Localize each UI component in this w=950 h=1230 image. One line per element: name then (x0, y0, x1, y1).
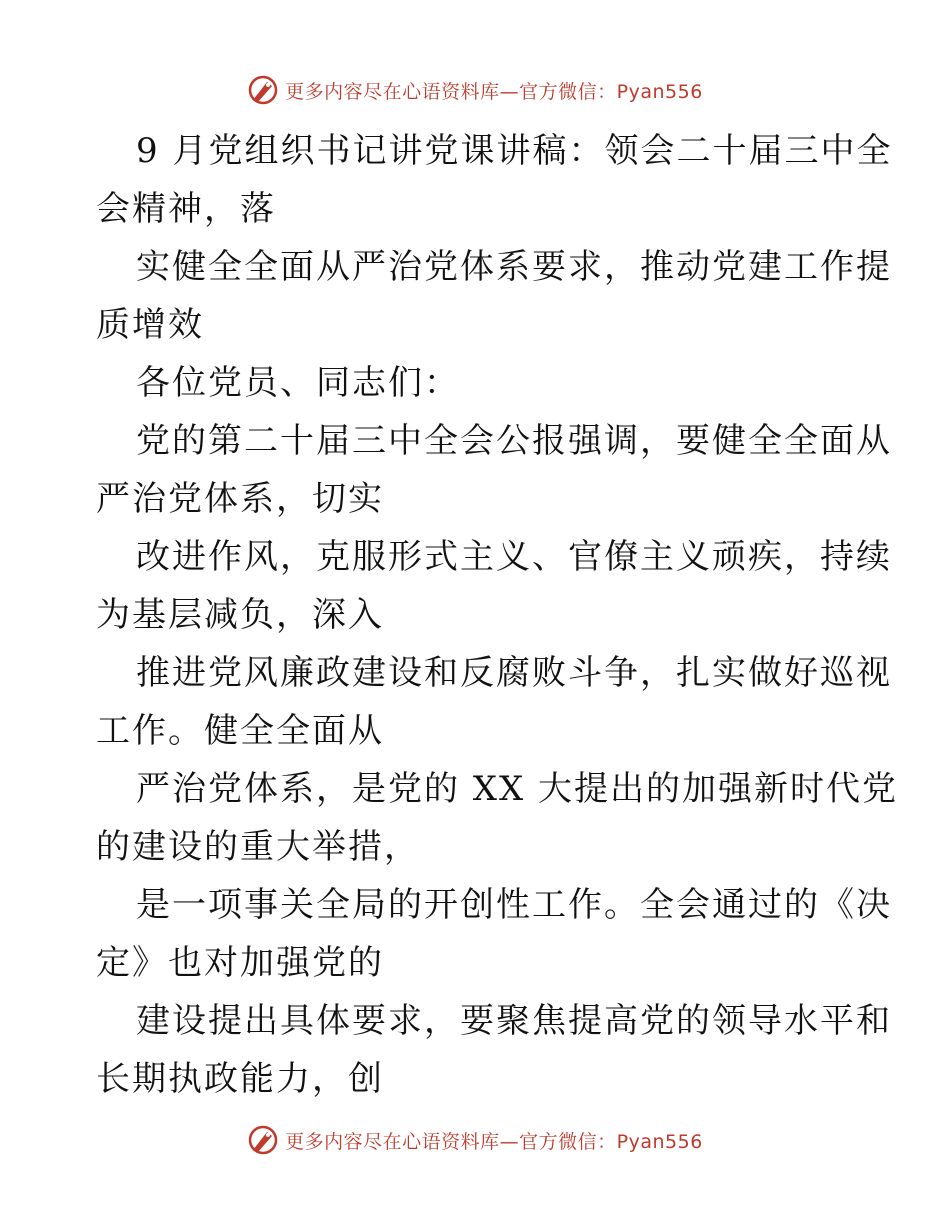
title-line-3: 实健全全面从严治党体系要求，推动党建工作提 (136, 247, 892, 287)
title-line-2: 会精神，落 (96, 189, 276, 229)
watermark-text: 更多内容尽在心语资料库—官方微信：Pyan556 (285, 1130, 703, 1153)
document-body (96, 122, 899, 1108)
paragraph-line: 工作。健全全面从 (96, 711, 384, 751)
paragraph-line: 严治党体系，是党的 XX 大提出的加强新时代党 (136, 769, 899, 809)
paragraph-line: 严治党体系，切实 (96, 479, 384, 519)
header-watermark (0, 70, 950, 110)
salutation: 各位党员、同志们： (136, 363, 460, 403)
watermark-text: 更多内容尽在心语资料库—官方微信：Pyan556 (285, 80, 703, 103)
paragraph-line: 建设提出具体要求，要聚焦提高党的领导水平和 (136, 1001, 892, 1041)
title-line-4: 质增效 (96, 305, 204, 345)
paragraph-line: 长期执政能力，创 (96, 1059, 384, 1099)
paragraph-line: 是一项事关全局的开创性工作。全会通过的《决 (136, 885, 892, 925)
paragraph-line: 改进作风，克服形式主义、官僚主义顽疾，持续 (136, 537, 892, 577)
paragraph-line: 的建设的重大举措， (96, 827, 420, 867)
paragraph-line: 党的第二十届三中全会公报强调，要健全全面从 (136, 421, 892, 461)
title-line-1: 9 月党组织书记讲党课讲稿：领会二十届三中全 (136, 131, 893, 171)
paragraph-line: 定》也对加强党的 (96, 943, 384, 983)
paragraph-line: 为基层减负，深入 (96, 595, 384, 635)
pen-nib-circle-icon (247, 74, 279, 106)
footer-watermark (0, 1120, 950, 1160)
paragraph-line: 推进党风廉政建设和反腐败斗争，扎实做好巡视 (136, 653, 892, 693)
pen-nib-circle-icon (247, 1124, 279, 1156)
